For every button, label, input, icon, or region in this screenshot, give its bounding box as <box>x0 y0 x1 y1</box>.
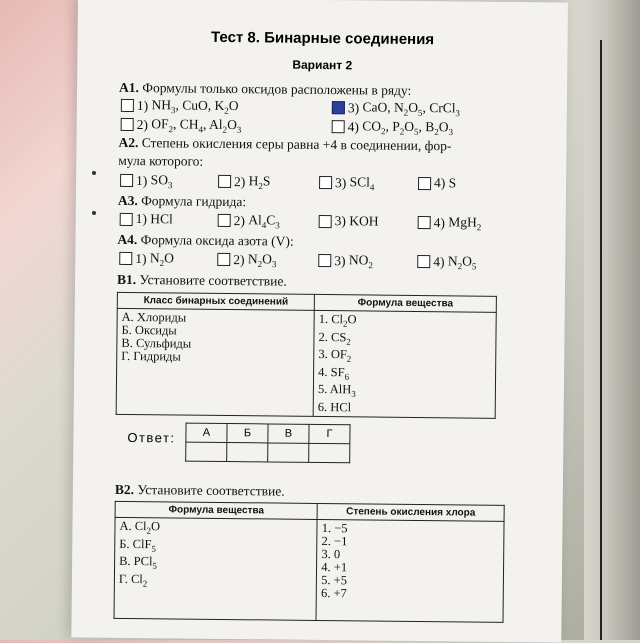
answer-label: Ответ: <box>127 429 176 446</box>
list-item: В. Сульфиды <box>121 335 192 351</box>
formula-subscript: 2 <box>457 261 463 272</box>
b2-left-list <box>114 517 317 620</box>
list-item: 3. 0 <box>321 547 341 562</box>
background-binder-edge <box>584 0 640 640</box>
question-a4-text: Формула оксида азота (V): <box>140 232 294 249</box>
option-number: 1) <box>136 172 151 189</box>
list-item: Г. Гидриды <box>121 348 181 364</box>
formula-subscript: 3 <box>351 388 356 399</box>
question-b2 <box>115 482 285 500</box>
option-number: 4) <box>433 215 449 231</box>
list-item: А. Хлориды <box>121 309 187 325</box>
answer-input-cell[interactable] <box>268 443 309 462</box>
formula-subscript: 3 <box>448 127 454 138</box>
answer-checkbox[interactable] <box>120 212 133 225</box>
b2-match-table <box>114 501 505 623</box>
answer-input-cell[interactable] <box>227 443 268 462</box>
option-number: 3) <box>334 252 349 269</box>
formula-text: , CH <box>173 116 199 132</box>
b2-right-list <box>316 519 504 622</box>
option-formula <box>249 173 271 191</box>
formula-subscript: 2 <box>346 336 351 347</box>
formula-subscript: 3 <box>271 259 277 270</box>
formula-subscript: 2 <box>403 107 409 118</box>
formula-text: Al <box>248 212 262 228</box>
formula-text: В. PCl <box>119 553 153 569</box>
formula-subscript: 3 <box>275 220 280 231</box>
formula-subscript: 2 <box>342 318 348 329</box>
answer-checkbox[interactable] <box>418 177 431 190</box>
formula-text: S <box>448 175 457 191</box>
formula-subscript: 2 <box>434 126 439 137</box>
formula-text: OF <box>151 116 169 132</box>
answer-input-cell[interactable] <box>186 442 227 461</box>
formula-text: O <box>408 99 419 116</box>
option-formula <box>151 116 241 135</box>
answer-letter-cell: В <box>268 424 309 443</box>
b1-right-list <box>313 310 496 417</box>
list-item: 1. −5 <box>321 521 348 536</box>
formula-subscript: 2 <box>346 353 352 364</box>
formula-subscript: 2 <box>146 525 152 536</box>
answer-checkbox[interactable] <box>418 216 431 229</box>
option-formula <box>248 251 277 269</box>
a2-option-4[interactable] <box>418 175 456 191</box>
a2-option-3[interactable] <box>319 174 375 192</box>
formula-text: C <box>266 212 276 228</box>
margin-dot <box>92 171 96 175</box>
formula-subscript: 5 <box>471 261 477 272</box>
option-formula <box>349 252 373 270</box>
formula-text: O <box>228 98 239 114</box>
a1-option-4[interactable] <box>332 118 454 137</box>
option-number: 1) <box>135 250 150 267</box>
formula-subscript: 4 <box>261 220 267 231</box>
question-a4-number: А4. <box>117 231 138 248</box>
answer-checkbox[interactable] <box>332 120 345 133</box>
list-item <box>119 572 312 592</box>
question-b1-text: Установите соответствие. <box>139 272 287 289</box>
option-formula <box>448 253 477 271</box>
question-a2-text: Степень окисления серы равна +4 в соединении, фор- <box>141 135 452 154</box>
formula-subscript: 2 <box>222 124 228 135</box>
question-a4 <box>117 232 293 250</box>
a2-option-1[interactable] <box>120 172 173 190</box>
formula-subscript: 4 <box>369 182 375 193</box>
answer-checkbox[interactable] <box>121 99 134 112</box>
formula-text: 6. HCl <box>317 399 352 414</box>
formula-subscript: 2 <box>368 260 373 271</box>
variant-label: Вариант 2 <box>292 57 353 73</box>
formula-subscript: 2 <box>224 105 229 116</box>
question-a3-number: А3. <box>117 192 138 209</box>
formula-text: , CrCl <box>422 100 456 116</box>
answer-checkbox[interactable] <box>319 214 332 227</box>
a3-option-2[interactable] <box>218 212 280 230</box>
list-item: 5. +5 <box>321 573 348 588</box>
b1-match-table <box>116 292 497 418</box>
option-number: 3) <box>347 100 363 116</box>
question-b1-number: В1. <box>116 271 137 288</box>
formula-text: MgH <box>448 214 477 230</box>
a1-option-3[interactable] <box>332 99 460 118</box>
formula-text: O <box>262 251 272 267</box>
option-formula <box>350 174 375 192</box>
answer-letter-cell: Б <box>227 424 268 443</box>
formula-text: O <box>462 253 472 269</box>
binder-rule <box>600 40 602 640</box>
a2-option-2[interactable] <box>218 173 271 191</box>
option-formula <box>248 212 280 230</box>
formula-subscript: 5 <box>152 560 157 571</box>
formula-text: 4. SF <box>318 364 345 379</box>
formula-subscript: 3 <box>167 180 173 191</box>
formula-text: O <box>227 117 237 133</box>
question-a1-number: А1. <box>118 79 140 96</box>
answer-checkbox[interactable] <box>120 174 133 187</box>
formula-subscript: 2 <box>380 126 386 137</box>
margin-dot <box>92 211 96 215</box>
formula-subscript: 5 <box>417 107 423 118</box>
formula-text: H <box>248 173 259 189</box>
formula-text: O <box>438 119 449 135</box>
formula-subscript: 3 <box>170 105 176 116</box>
answer-checkbox[interactable] <box>121 118 134 131</box>
b2-col-left-header: Формула вещества <box>115 501 317 519</box>
question-b2-number: В2. <box>114 481 135 498</box>
formula-text: HCl <box>150 211 173 227</box>
option-formula <box>151 97 238 116</box>
formula-text: SO <box>150 172 169 188</box>
formula-subscript: 5 <box>413 126 419 137</box>
a3-option-4[interactable] <box>418 214 482 232</box>
answer-checkbox[interactable] <box>218 214 231 227</box>
option-number: 2) <box>136 116 152 133</box>
answer-checkbox[interactable] <box>318 254 331 267</box>
list-item: 4. +1 <box>321 560 348 575</box>
answer-grid <box>185 423 350 464</box>
formula-text: N <box>447 253 458 269</box>
formula-text: SCl <box>349 174 371 190</box>
b1-left-list <box>116 308 314 416</box>
formula-subscript: 2 <box>476 222 482 233</box>
formula-text: , CuO, K <box>175 97 225 113</box>
option-number: 3) <box>334 213 350 229</box>
formula-text: N <box>247 251 258 267</box>
question-a1 <box>119 80 411 99</box>
b1-col-left-header: Класс бинарных соединений <box>117 292 314 310</box>
formula-subscript: 3 <box>236 124 242 135</box>
formula-text: 3. OF <box>318 346 347 362</box>
answer-checkbox[interactable] <box>217 253 230 266</box>
list-item <box>119 555 312 575</box>
worksheet-page <box>71 0 568 643</box>
formula-text: KOH <box>349 213 379 229</box>
formula-subscript: 2 <box>257 259 263 270</box>
option-formula <box>150 211 173 227</box>
formula-subscript: 5 <box>151 543 157 554</box>
formula-subscript: 4 <box>198 124 204 135</box>
option-number: 4) <box>434 175 449 191</box>
option-number: 2) <box>233 212 249 229</box>
option-formula <box>349 213 378 229</box>
formula-text: , P <box>385 118 400 134</box>
option-number: 4) <box>347 119 363 135</box>
formula-text: O <box>151 519 161 534</box>
list-item <box>318 400 491 415</box>
option-formula <box>150 250 174 268</box>
formula-text: S <box>262 173 271 189</box>
answer-letter-cell: А <box>186 423 227 442</box>
option-formula <box>151 172 173 190</box>
formula-text: N <box>149 250 160 266</box>
formula-text: O <box>347 312 357 327</box>
question-b2-text: Установите соответствие. <box>137 482 285 499</box>
formula-text: 5. AlH <box>317 381 352 397</box>
option-number: 3) <box>335 174 350 191</box>
formula-text: O <box>404 118 415 134</box>
formula-subscript: 2 <box>142 578 148 589</box>
list-item: Б. Оксиды <box>121 322 177 338</box>
formula-subscript: 3 <box>455 108 461 119</box>
list-item: 6. +7 <box>320 586 347 601</box>
option-formula <box>362 118 453 137</box>
a4-option-2[interactable] <box>217 251 276 269</box>
option-number: 2) <box>234 173 249 190</box>
a4-option-3[interactable] <box>318 252 373 270</box>
formula-text: 2. CS <box>318 329 347 344</box>
formula-subscript: 2 <box>159 257 165 269</box>
formula-text: O <box>164 250 174 266</box>
question-b1 <box>117 272 287 290</box>
question-a1-text: Формулы только оксидов расположены в ряду: <box>142 80 412 98</box>
question-a2-text-cont: мула которого: <box>118 152 204 169</box>
question-a3 <box>118 193 246 210</box>
formula-text: , Al <box>203 116 223 132</box>
a3-option-1[interactable] <box>120 211 173 228</box>
formula-text: 1. Cl <box>318 311 344 327</box>
formula-text: NH <box>151 97 172 113</box>
formula-subscript: 6 <box>344 371 350 382</box>
formula-text: А. Cl <box>119 518 147 534</box>
answer-checkbox[interactable] <box>319 176 332 189</box>
formula-text: , B <box>418 119 435 135</box>
formula-text: NO <box>348 252 369 268</box>
list-item: 2. −1 <box>321 534 348 549</box>
option-number: 1) <box>135 211 151 227</box>
b2-col-right-header: Степень окисления хлора <box>317 503 504 521</box>
formula-subscript: 2 <box>399 126 405 137</box>
a3-option-3[interactable] <box>319 213 379 230</box>
question-a2-number: А2. <box>118 134 139 151</box>
answer-letter-cell: Г <box>309 424 350 443</box>
option-formula <box>448 214 481 232</box>
answer-checkbox[interactable] <box>332 101 345 114</box>
a4-option-1[interactable] <box>119 250 174 268</box>
formula-subscript: 2 <box>258 181 263 192</box>
formula-text: Б. ClF <box>119 536 152 551</box>
answer-checkbox[interactable] <box>417 255 430 268</box>
formula-text: CO <box>362 118 382 134</box>
formula-text: Г. Cl <box>118 571 143 586</box>
a1-option-2[interactable] <box>121 116 242 135</box>
option-formula <box>362 99 460 118</box>
page-title: Тест 8. Бинарные соединения <box>210 28 435 49</box>
option-formula <box>449 175 457 191</box>
option-number: 1) <box>136 97 152 114</box>
formula-subscript: 2 <box>168 124 174 135</box>
a4-option-4[interactable] <box>417 253 476 271</box>
formula-text: CaO, N <box>362 99 404 115</box>
question-a3-text: Формула гидрида: <box>141 193 247 210</box>
answer-checkbox[interactable] <box>119 252 132 265</box>
answer-checkbox[interactable] <box>218 175 231 188</box>
answer-input-cell[interactable] <box>309 443 350 462</box>
a1-option-1[interactable] <box>121 97 239 116</box>
option-number: 2) <box>233 251 248 268</box>
question-a2 <box>118 135 451 154</box>
option-number: 4) <box>433 254 448 270</box>
b1-col-right-header: Формула вещества <box>314 294 496 312</box>
